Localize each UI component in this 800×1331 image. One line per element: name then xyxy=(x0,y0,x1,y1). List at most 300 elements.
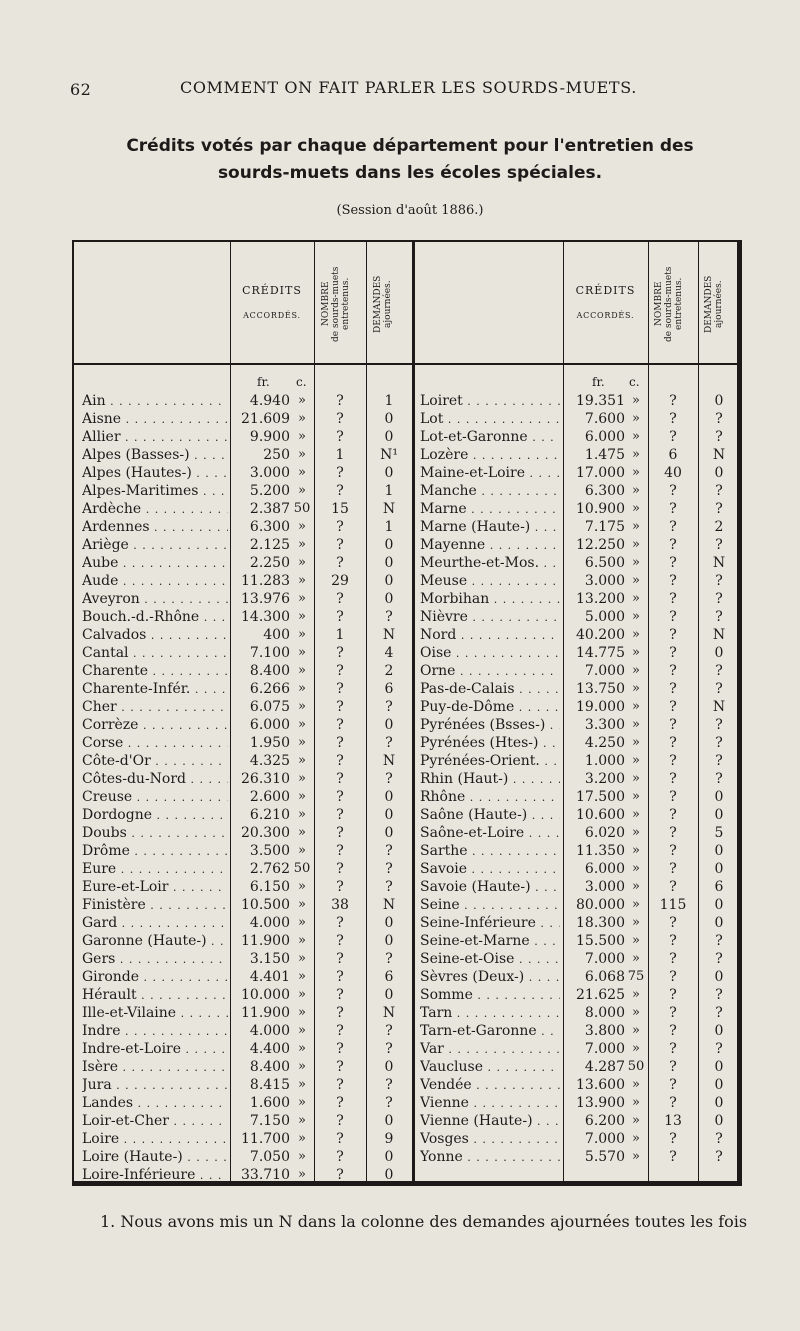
right-credit-francs: 7.000 xyxy=(584,951,625,967)
left-credit-centimes: » xyxy=(298,591,306,606)
right-credit-centimes: » xyxy=(632,1005,640,1020)
left-department: Charente-Infér. . . . xyxy=(82,680,228,699)
right-credit-centimes: » xyxy=(632,951,640,966)
right-credit-francs: 3.300 xyxy=(584,717,625,733)
left-count-maintained: ? xyxy=(336,915,344,931)
left-department: Hérault . . . xyxy=(82,986,228,1005)
left-count-maintained: ? xyxy=(336,609,344,625)
right-credit-francs: 5.570 xyxy=(584,1149,625,1165)
left-count-maintained: ? xyxy=(336,753,344,769)
left-count-maintained: ? xyxy=(336,681,344,697)
right-deferred-requests: ? xyxy=(715,483,723,499)
right-count-maintained: ? xyxy=(669,609,677,625)
table-row xyxy=(74,752,737,770)
left-department: Allier . . . xyxy=(82,428,228,447)
table-row xyxy=(74,392,737,410)
right-department: Marne (Haute-) . . . xyxy=(420,518,560,537)
right-header-demandes: DEMANDES ajournées. xyxy=(704,275,724,333)
left-credit-francs: 6.266 xyxy=(249,681,290,697)
right-credit-centimes: » xyxy=(632,897,640,912)
left-count-maintained: ? xyxy=(336,933,344,949)
table-row xyxy=(74,536,737,554)
left-count-maintained: 1 xyxy=(335,447,345,463)
left-credit-francs: 6.300 xyxy=(249,519,290,535)
right-credit-francs: 3.800 xyxy=(584,1023,625,1039)
right-deferred-requests: ? xyxy=(715,987,723,1003)
left-credit-francs: 7.150 xyxy=(249,1113,290,1129)
left-credit-centimes: » xyxy=(298,717,306,732)
right-credit-centimes: » xyxy=(632,681,640,696)
right-credit-centimes: » xyxy=(632,987,640,1002)
left-credit-francs: 33.710 xyxy=(241,1167,290,1183)
table-title-line-1: Crédits votés par chaque département pour l'entretien des xyxy=(126,136,694,156)
right-deferred-requests: 0 xyxy=(714,807,724,823)
right-department: Somme . . . xyxy=(420,986,560,1005)
left-deferred-requests: N xyxy=(382,753,396,769)
right-department: Nièvre . . . xyxy=(420,608,560,627)
left-deferred-requests: ? xyxy=(385,1041,393,1057)
left-department: Indre . . . xyxy=(82,1022,228,1041)
right-department: Seine-et-Marne . . . xyxy=(420,932,560,951)
left-credit-centimes: » xyxy=(298,555,306,570)
left-credit-centimes: » xyxy=(298,843,306,858)
right-deferred-requests: 0 xyxy=(714,789,724,805)
table-row xyxy=(74,842,737,860)
right-deferred-requests: ? xyxy=(715,753,723,769)
left-deferred-requests: N xyxy=(382,897,396,913)
right-count-maintained: ? xyxy=(669,1131,677,1147)
right-count-maintained: ? xyxy=(669,789,677,805)
left-header-credits-label: CRÉDITS xyxy=(242,284,302,297)
left-department: Ariège . . . xyxy=(82,536,228,555)
right-credit-centimes: » xyxy=(632,825,640,840)
left-deferred-requests: ? xyxy=(385,1077,393,1093)
left-department: Isère . . . xyxy=(82,1058,228,1077)
right-credit-centimes: » xyxy=(632,1041,640,1056)
left-credit-francs: 9.900 xyxy=(249,429,290,445)
left-credit-centimes: » xyxy=(298,771,306,786)
left-credit-centimes: » xyxy=(298,519,306,534)
right-credit-francs: 6.068 xyxy=(584,969,625,985)
left-credit-francs: 7.100 xyxy=(249,645,290,661)
left-credit-centimes: » xyxy=(298,393,306,408)
right-count-maintained: 6 xyxy=(668,447,678,463)
left-count-maintained: ? xyxy=(336,717,344,733)
right-credit-francs: 13.600 xyxy=(576,1077,625,1093)
left-deferred-requests: 0 xyxy=(384,411,394,427)
left-deferred-requests: 4 xyxy=(384,645,394,661)
right-credit-francs: 7.600 xyxy=(584,411,625,427)
left-deferred-requests: 1 xyxy=(384,519,394,535)
left-deferred-requests: N¹ xyxy=(380,447,398,463)
right-department: Oise . . . xyxy=(420,644,560,663)
right-deferred-requests: 0 xyxy=(714,1023,724,1039)
table-row xyxy=(74,428,737,446)
right-credit-francs: 3.000 xyxy=(584,879,625,895)
right-credit-francs: 10.600 xyxy=(576,807,625,823)
table-row xyxy=(74,1112,737,1130)
right-count-maintained: ? xyxy=(669,555,677,571)
right-credit-francs: 8.000 xyxy=(584,1005,625,1021)
left-credit-centimes: » xyxy=(298,429,306,444)
right-department: Meurthe-et-Mos. . . . xyxy=(420,554,560,573)
right-credit-centimes: » xyxy=(632,519,640,534)
left-count-maintained: ? xyxy=(336,483,344,499)
right-credit-centimes: » xyxy=(632,663,640,678)
left-credit-centimes: » xyxy=(298,699,306,714)
right-deferred-requests: 6 xyxy=(714,879,724,895)
left-count-maintained: 29 xyxy=(331,573,349,589)
right-credit-francs: 13.200 xyxy=(576,591,625,607)
left-count-maintained: ? xyxy=(336,519,344,535)
right-department: Lot-et-Garonne . . . xyxy=(420,428,560,447)
right-count-maintained: ? xyxy=(669,393,677,409)
right-credit-francs: 21.625 xyxy=(576,987,625,1003)
right-count-maintained: ? xyxy=(669,915,677,931)
right-count-maintained: ? xyxy=(669,735,677,751)
left-deferred-requests: 0 xyxy=(384,825,394,841)
left-credit-centimes: » xyxy=(298,1041,306,1056)
right-count-maintained: 13 xyxy=(664,1113,682,1129)
table-row xyxy=(74,1076,737,1094)
table-row xyxy=(74,626,737,644)
right-credit-centimes: » xyxy=(632,573,640,588)
table-row xyxy=(74,446,737,464)
right-count-maintained: ? xyxy=(669,1077,677,1093)
right-department: Morbihan . . . xyxy=(420,590,560,609)
table-title-line-2: sourds-muets dans les écoles spéciales. xyxy=(217,163,603,183)
right-credit-centimes: » xyxy=(632,429,640,444)
left-deferred-requests: 9 xyxy=(384,1131,394,1147)
right-credit-francs: 17.000 xyxy=(576,465,625,481)
left-credit-centimes: » xyxy=(298,933,306,948)
right-count-maintained: ? xyxy=(669,699,677,715)
left-deferred-requests: 0 xyxy=(384,1149,394,1165)
left-count-maintained: ? xyxy=(336,1041,344,1057)
left-deferred-requests: ? xyxy=(385,879,393,895)
left-credit-centimes: » xyxy=(298,483,306,498)
right-credit-francs: 1.475 xyxy=(584,447,625,463)
left-department: Alpes (Hautes-) . . . xyxy=(82,464,228,483)
left-department: Gard . . . xyxy=(82,914,228,933)
right-count-maintained: ? xyxy=(669,429,677,445)
left-count-maintained: ? xyxy=(336,987,344,1003)
right-department: Pyrénées-Orient. . . . xyxy=(420,752,560,771)
table-row xyxy=(74,482,737,500)
running-title: COMMENT ON FAIT PARLER LES SOURDS-MUETS. xyxy=(180,78,637,97)
table-row xyxy=(74,986,737,1004)
left-deferred-requests: 0 xyxy=(384,591,394,607)
left-count-maintained: 15 xyxy=(331,501,349,517)
right-count-maintained: ? xyxy=(669,753,677,769)
right-deferred-requests: ? xyxy=(715,1149,723,1165)
right-credit-francs: 3.000 xyxy=(584,573,625,589)
right-credit-francs: 6.000 xyxy=(584,429,625,445)
left-deferred-requests: 0 xyxy=(384,933,394,949)
right-credit-centimes: » xyxy=(632,1149,640,1164)
right-deferred-requests: ? xyxy=(715,1005,723,1021)
table-row xyxy=(74,590,737,608)
right-deferred-requests: 0 xyxy=(714,645,724,661)
right-header-credits xyxy=(563,284,648,322)
table-row xyxy=(74,1130,737,1148)
left-count-maintained: ? xyxy=(336,1023,344,1039)
left-credit-francs: 5.200 xyxy=(249,483,290,499)
right-credit-francs: 11.350 xyxy=(576,843,625,859)
table-row xyxy=(74,878,737,896)
left-credit-centimes: » xyxy=(298,1131,306,1146)
left-credit-francs: 20.300 xyxy=(241,825,290,841)
right-credit-centimes: » xyxy=(632,1113,640,1128)
right-department: Vienne . . . xyxy=(420,1094,560,1113)
right-credit-centimes: » xyxy=(632,447,640,462)
right-credit-centimes: » xyxy=(632,1077,640,1092)
right-deferred-requests: 0 xyxy=(714,1059,724,1075)
right-credit-centimes: » xyxy=(632,861,640,876)
left-credit-centimes: » xyxy=(298,663,306,678)
left-credit-francs: 2.125 xyxy=(249,537,290,553)
left-credit-francs: 4.400 xyxy=(249,1041,290,1057)
left-credit-centimes: » xyxy=(298,753,306,768)
right-credit-centimes: » xyxy=(632,609,640,624)
left-count-maintained: ? xyxy=(336,1059,344,1075)
left-credit-francs: 10.500 xyxy=(241,897,290,913)
table-row xyxy=(74,644,737,662)
left-count-maintained: ? xyxy=(336,429,344,445)
table-body xyxy=(74,392,737,1184)
left-department: Garonne (Haute-) . . . xyxy=(82,932,228,951)
right-count-maintained: ? xyxy=(669,1023,677,1039)
right-department: Savoie (Haute-) . . . xyxy=(420,878,560,897)
left-count-maintained: ? xyxy=(336,1095,344,1111)
right-deferred-requests: N xyxy=(712,627,726,643)
right-credit-centimes: » xyxy=(632,879,640,894)
left-credit-francs: 4.000 xyxy=(249,915,290,931)
table-row xyxy=(74,1040,737,1058)
left-deferred-requests: 0 xyxy=(384,1113,394,1129)
left-department: Cher . . . xyxy=(82,698,228,717)
left-deferred-requests: 6 xyxy=(384,969,394,985)
table-row xyxy=(74,554,737,572)
left-credit-francs: 3.150 xyxy=(249,951,290,967)
right-deferred-requests: 0 xyxy=(714,1077,724,1093)
right-credit-centimes: » xyxy=(632,537,640,552)
right-count-maintained: ? xyxy=(669,879,677,895)
right-deferred-requests: 2 xyxy=(714,519,724,535)
right-count-maintained: ? xyxy=(669,537,677,553)
left-count-maintained: ? xyxy=(336,789,344,805)
left-department: Creuse . . . xyxy=(82,788,228,807)
table-row xyxy=(74,734,737,752)
right-credit-centimes: » xyxy=(632,555,640,570)
table-row xyxy=(74,1148,737,1166)
left-credit-francs: 13.976 xyxy=(241,591,290,607)
right-credit-francs: 19.000 xyxy=(576,699,625,715)
right-credit-francs: 12.250 xyxy=(576,537,625,553)
right-count-maintained: ? xyxy=(669,1149,677,1165)
left-count-maintained: ? xyxy=(336,411,344,427)
right-count-maintained: ? xyxy=(669,1095,677,1111)
right-credit-centimes: » xyxy=(632,465,640,480)
left-credit-francs: 11.283 xyxy=(241,573,290,589)
left-count-maintained: 38 xyxy=(331,897,349,913)
table-row xyxy=(74,410,737,428)
left-department: Bouch.-d.-Rhône . . . xyxy=(82,608,228,627)
right-credit-centimes: » xyxy=(632,591,640,606)
left-deferred-requests: ? xyxy=(385,843,393,859)
right-credit-centimes: » xyxy=(632,411,640,426)
left-credit-centimes: » xyxy=(298,1113,306,1128)
table-row xyxy=(74,518,737,536)
right-deferred-requests: ? xyxy=(715,663,723,679)
right-header-credits-label: CRÉDITS xyxy=(575,284,636,297)
left-deferred-requests: 0 xyxy=(384,987,394,1003)
table-row xyxy=(74,1058,737,1076)
left-credit-centimes: » xyxy=(298,609,306,624)
left-credit-centimes: » xyxy=(298,1095,306,1110)
right-department: Nord . . . xyxy=(420,626,560,645)
right-department: Orne . . . xyxy=(420,662,560,681)
right-deferred-requests: ? xyxy=(715,591,723,607)
right-credit-centimes: » xyxy=(632,1131,640,1146)
left-department: Ille-et-Vilaine . . . xyxy=(82,1004,228,1023)
right-credit-francs: 5.000 xyxy=(584,609,625,625)
table-row xyxy=(74,464,737,482)
left-deferred-requests: ? xyxy=(385,771,393,787)
left-department: Loir-et-Cher . . . xyxy=(82,1112,228,1131)
right-credit-centimes: » xyxy=(632,789,640,804)
right-deferred-requests: 5 xyxy=(714,825,724,841)
left-credit-francs: 2.250 xyxy=(249,555,290,571)
right-credit-francs: 7.175 xyxy=(584,519,625,535)
right-deferred-requests: N xyxy=(712,699,726,715)
left-credit-francs: 1.950 xyxy=(249,735,290,751)
right-unit-c: c. xyxy=(629,375,640,389)
right-credit-francs: 7.000 xyxy=(584,663,625,679)
table-row xyxy=(74,1166,737,1184)
left-credit-centimes: » xyxy=(298,447,306,462)
page-number: 62 xyxy=(70,80,92,99)
right-department: Tarn-et-Garonne . . . xyxy=(420,1022,560,1041)
right-count-maintained: ? xyxy=(669,645,677,661)
left-count-maintained: ? xyxy=(336,735,344,751)
right-count-maintained: 115 xyxy=(659,897,687,913)
left-department: Drôme . . . xyxy=(82,842,228,861)
right-credit-centimes: » xyxy=(632,807,640,822)
right-credit-francs: 7.000 xyxy=(584,1041,625,1057)
right-count-maintained: ? xyxy=(669,1005,677,1021)
right-credit-francs: 6.020 xyxy=(584,825,625,841)
left-department: Ardennes . . . xyxy=(82,518,228,537)
left-count-maintained: ? xyxy=(336,555,344,571)
right-department: Rhône . . . xyxy=(420,788,560,807)
left-credit-centimes: » xyxy=(298,681,306,696)
left-deferred-requests: 0 xyxy=(384,1167,394,1183)
right-count-maintained: ? xyxy=(669,843,677,859)
left-department: Landes . . . xyxy=(82,1094,228,1113)
right-department: Pyrénées (Htes-) . . . xyxy=(420,734,560,753)
right-department: Pas-de-Calais . . . xyxy=(420,680,560,699)
left-credit-centimes: » xyxy=(298,573,306,588)
right-count-maintained: ? xyxy=(669,1059,677,1075)
credits-table xyxy=(72,240,742,1186)
left-credit-centimes: » xyxy=(298,1005,306,1020)
right-count-maintained: ? xyxy=(669,771,677,787)
right-credit-centimes: » xyxy=(632,501,640,516)
right-count-maintained: ? xyxy=(669,411,677,427)
right-credit-centimes: » xyxy=(632,483,640,498)
right-credit-centimes: » xyxy=(632,933,640,948)
left-department: Corse . . . xyxy=(82,734,228,753)
left-header-accordes-label: ACCORDÉS. xyxy=(243,311,301,320)
left-department: Loire-Inférieure . . . xyxy=(82,1166,228,1185)
left-deferred-requests: ? xyxy=(385,609,393,625)
left-count-maintained: ? xyxy=(336,807,344,823)
right-credit-francs: 17.500 xyxy=(576,789,625,805)
left-credit-centimes: » xyxy=(298,735,306,750)
session-note: (Session d'août 1886.) xyxy=(336,203,484,218)
left-count-maintained: ? xyxy=(336,1113,344,1129)
left-deferred-requests: ? xyxy=(385,735,393,751)
left-department: Alpes-Maritimes . . . xyxy=(82,482,228,501)
table-row xyxy=(74,500,737,518)
left-department: Eure-et-Loir . . . xyxy=(82,878,228,897)
right-count-maintained: ? xyxy=(669,969,677,985)
left-department: Jura . . . xyxy=(82,1076,228,1095)
table-row xyxy=(74,806,737,824)
left-deferred-requests: 1 xyxy=(384,483,394,499)
left-credit-centimes: » xyxy=(298,645,306,660)
right-count-maintained: ? xyxy=(669,933,677,949)
table-row xyxy=(74,1022,737,1040)
left-unit-c: c. xyxy=(296,375,307,389)
right-department: Savoie . . . xyxy=(420,860,560,879)
right-count-maintained: ? xyxy=(669,519,677,535)
right-deferred-requests: ? xyxy=(715,501,723,517)
left-department: Aube . . . xyxy=(82,554,228,573)
left-credit-centimes: » xyxy=(298,897,306,912)
right-credit-francs: 15.500 xyxy=(576,933,625,949)
right-deferred-requests: ? xyxy=(715,1131,723,1147)
left-credit-francs: 2.387 xyxy=(249,501,290,517)
left-deferred-requests: N xyxy=(382,501,396,517)
right-department: Mayenne . . . xyxy=(420,536,560,555)
left-count-maintained: ? xyxy=(336,1131,344,1147)
left-count-maintained: 1 xyxy=(335,627,345,643)
left-credit-centimes: » xyxy=(298,807,306,822)
left-department: Ardèche . . . xyxy=(82,500,228,519)
left-credit-francs: 14.300 xyxy=(241,609,290,625)
left-credit-centimes: 50 xyxy=(293,501,311,516)
left-count-maintained: ? xyxy=(336,879,344,895)
right-credit-centimes: 50 xyxy=(627,1059,645,1074)
left-count-maintained: ? xyxy=(336,1149,344,1165)
left-credit-francs: 4.401 xyxy=(249,969,290,985)
right-count-maintained: ? xyxy=(669,501,677,517)
left-credit-francs: 10.000 xyxy=(241,987,290,1003)
right-credit-centimes: » xyxy=(632,1095,640,1110)
right-department: Lot . . . xyxy=(420,410,560,429)
left-credit-francs: 26.310 xyxy=(241,771,290,787)
right-deferred-requests: 0 xyxy=(714,915,724,931)
right-department: Var . . . xyxy=(420,1040,560,1059)
right-department: Vaucluse . . . xyxy=(420,1058,560,1077)
left-credit-francs: 2.762 xyxy=(249,861,290,877)
right-credit-francs: 19.351 xyxy=(576,393,625,409)
table-row xyxy=(74,608,737,626)
right-header-nombre: NOMBRE de sourds-muets entretenus. xyxy=(654,266,684,342)
left-department: Finistère . . . xyxy=(82,896,228,915)
